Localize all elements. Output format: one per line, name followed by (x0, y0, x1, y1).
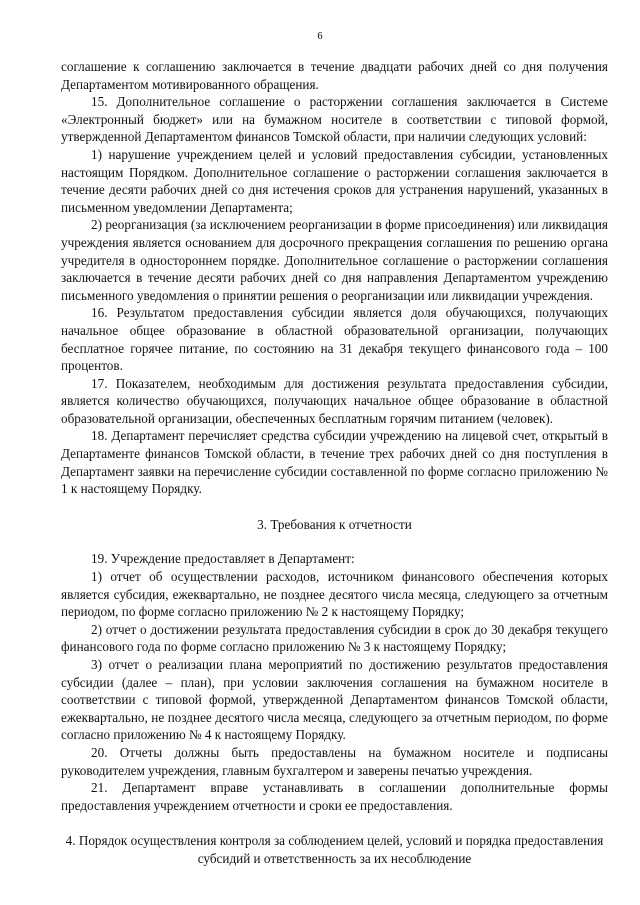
page-number: 6 (317, 31, 323, 42)
paragraph-continuation: соглашение к соглашению заключается в течение двадцати рабочих дней со дня получения Департаментом мотивированного обращения. (61, 59, 608, 92)
section-4-heading: 4. Порядок осуществления контроля за соблюдением целей, условий и порядка предоставления субсидий и ответственность за их несоблюдение (65, 833, 604, 866)
paragraph-17: 17. Показателем, необходимым для достижения результата предоставления субсидии, является количество обучающихся, получающих начальное общее образование в областной образовательной организации, обеспеченных бесплатным горячим питанием (человек). (61, 375, 608, 426)
paragraph-19-item-1: 1) отчет об осуществлении расходов, источником финансового обеспечения которых является субсидия, ежеквартально, не позднее десятого числа месяца, следующего за отчетным периодом, по форме согласно приложению № 2 к настоящему Порядку; (61, 569, 608, 620)
paragraph-16: 16. Результатом предоставления субсидии является доля обучающихся, получающих начальное общее образование в областной образовательной организации, получающих бесплатное горячее питание, по состоянию на 31 декабря текущего финансового года – 100 процентов. (61, 305, 608, 374)
paragraph-19-item-3: 3) отчет о реализации плана мероприятий по достижению результатов предоставления субсидии (далее – план), при условии заключения соглашения на бумажном носителе в соответствии с типовой формой, утвержденной Департаментом финансов Томской области, ежеквартально, не позднее десятого числа месяца, следующего за отчетным периодом, по форме согласно приложению № 4 к настоящему Порядку. (61, 657, 608, 743)
section-3-heading: 3. Требования к отчетности (257, 516, 412, 532)
paragraph-15-item-1: 1) нарушение учреждением целей и условий предоставления субсидии, установленных настоящим Порядком. Дополнительное соглашение о расторжении соглашения заключается в течение десяти рабочих дней со дня истечения сроков для устранения нарушений, указанных в письменном уведомлении Департамента; (61, 146, 608, 215)
paragraph-20: 20. Отчеты должны быть предоставлены на бумажном носителе и подписаны руководителем учреждения, главным бухгалтером и заверены печатью учреждения. (61, 744, 608, 778)
document-body (61, 58, 608, 868)
paragraph-18: 18. Департамент перечисляет средства субсидии учреждению на лицевой счет, открытый в Департаменте финансов Томской области, в течение трех рабочих дней со дня поступления в Департамент заявки на перечисление субсидии составленной по форме согласно приложению № 1 к настоящему Порядку. (61, 428, 608, 497)
paragraph-19: 19. Учреждение предоставляет в Департамент: (91, 551, 355, 567)
paragraph-15-item-2: 2) реорганизация (за исключением реорганизации в форме присоединения) или ликвидация учреждения является основанием для досрочного прекращения соглашения по решению органа учредителя в одностороннем порядке. Дополнительное соглашение о расторжении соглашения заключается в течение десяти рабочих дней со дня направления Департаментом учреждению письменного уведомления о принятии решения о реорганизации или ликвидации учреждения. (61, 217, 608, 303)
paragraph-21: 21. Департамент вправе устанавливать в соглашении дополнительные формы предоставления учреждением отчетности и сроки ее предоставления. (61, 780, 608, 813)
paragraph-19-item-2: 2) отчет о достижении результата предоставления субсидии в срок до 30 декабря текущего финансового года по форме согласно приложению № 3 к настоящему Порядку; (61, 621, 608, 655)
paragraph-15: 15. Дополнительное соглашение о расторжении соглашения заключается в Системе «Электронный бюджет» или на бумажном носителе в соответствии с типовой формой, утвержденной Департаментом финансов Томской области, при наличии следующих условий: (61, 94, 608, 145)
